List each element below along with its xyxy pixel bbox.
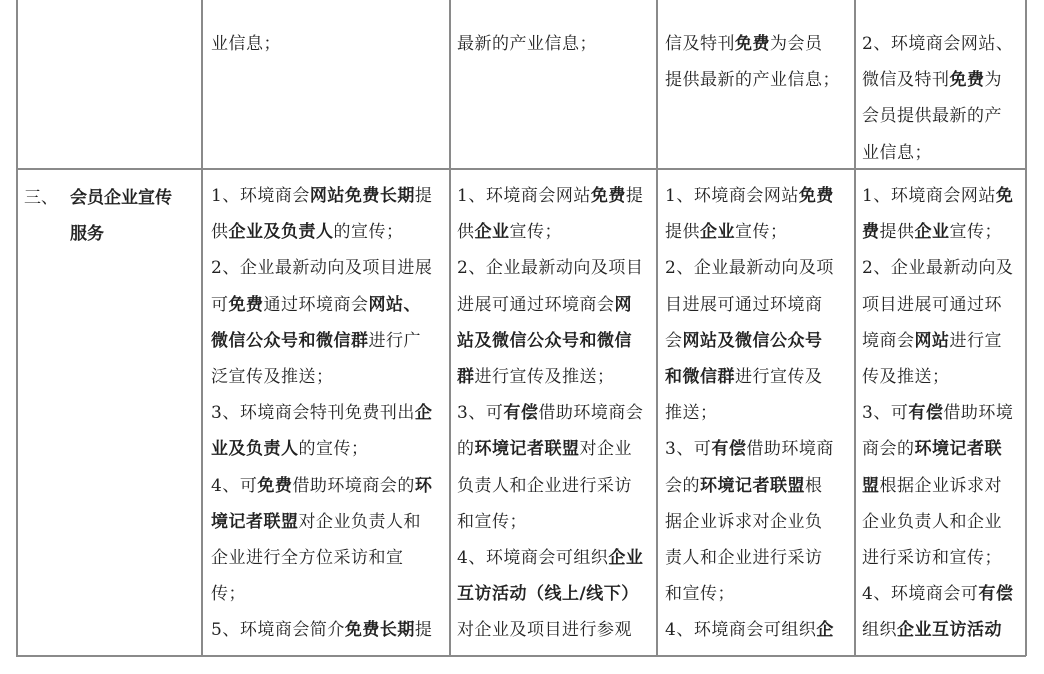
text-line (457, 468, 655, 504)
text-line (211, 504, 449, 540)
bold-text: 有偿 (503, 403, 539, 424)
text-line (211, 287, 449, 323)
text: 提 (414, 186, 433, 206)
text-line (665, 250, 853, 286)
text-line (665, 287, 853, 323)
text: 提供 (879, 222, 915, 243)
bold-text: 免费 (798, 186, 834, 206)
bold-text: 站及微信公众号和微信 (457, 330, 632, 351)
text-line (211, 612, 449, 648)
bold-text: 环 (414, 475, 433, 496)
text: 供 (457, 222, 475, 243)
text: 推送； (665, 403, 718, 424)
text: 提供 (665, 222, 700, 243)
text: 境商会 (862, 330, 915, 351)
prev-row-premium-cell (862, 26, 1024, 171)
text-line (457, 359, 655, 395)
text-line (665, 576, 853, 612)
bold-text: 环境记者联盟 (700, 475, 805, 496)
text-line (457, 395, 655, 431)
text-line (665, 62, 853, 98)
bold-text: 环境记者联 (914, 439, 1002, 460)
text: 进行宣传及 (735, 367, 823, 388)
text: 的 (457, 439, 475, 460)
text: 进行采访和宣传； (862, 548, 1002, 569)
text-line (862, 395, 1024, 431)
text: 和宣传； (665, 584, 735, 605)
text: 3、环境商会特刊免费刊出 (211, 403, 415, 424)
text: 最新的产业信息； (457, 34, 597, 54)
text: 2、企业最新动向及 (862, 258, 1014, 279)
text-line (457, 287, 655, 323)
text-line (862, 214, 1024, 250)
bold-text: 环境记者联盟 (474, 439, 580, 460)
column-divider (201, 0, 203, 656)
text: 根 (805, 475, 823, 496)
text: 项目进展可通过环 (862, 294, 1002, 315)
text-line (665, 395, 853, 431)
bold-text: 群 (457, 367, 475, 388)
text: 业信息； (862, 142, 932, 163)
text: 4、可 (211, 475, 258, 496)
text: 企业负责人和企业 (862, 511, 1002, 532)
bold-text: 企业及负责人 (228, 222, 334, 243)
text-line (211, 431, 449, 467)
text: 商会的 (862, 439, 915, 460)
text: 目进展可通过环境商 (665, 294, 823, 315)
text: 进行广 (368, 330, 421, 351)
text: 2、环境商会网站、 (862, 34, 1014, 54)
text-line (665, 214, 853, 250)
text: 1、环境商会网站 (457, 186, 591, 206)
column-divider (854, 0, 856, 656)
text-line (862, 359, 1024, 395)
text: 通过环境商会 (263, 294, 369, 315)
text-line (211, 250, 449, 286)
text: 4、环境商会可组织 (457, 548, 609, 569)
bold-text: 有偿 (711, 439, 747, 460)
category-line: 服务 (70, 224, 104, 244)
text: 进行宣传及推送； (474, 367, 615, 388)
bold-text: 盟 (862, 475, 880, 496)
text-line (862, 612, 1024, 648)
bold-text: 免费长期 (344, 620, 415, 641)
text: 对企业负责人和 (298, 511, 421, 532)
standard-member-benefits-cell (457, 178, 655, 649)
text-line (862, 431, 1024, 467)
bold-text: 免费 (735, 34, 770, 54)
text: 对企业及项目进行参观 (457, 620, 632, 641)
text: 借助环境 (943, 403, 1014, 424)
text: 提 (414, 620, 433, 641)
table-bottom-border (16, 655, 1026, 657)
bold-text: 业及负责人 (211, 439, 299, 460)
text: 进展可通过环境商会 (457, 294, 615, 315)
bold-text: 网 (614, 294, 632, 315)
text: 业信息； (211, 34, 281, 54)
text-line (862, 98, 1024, 134)
bold-text: 免 (995, 186, 1014, 206)
text: 组织 (862, 620, 897, 641)
bold-text: 企业 (914, 222, 950, 243)
text-line (665, 612, 853, 648)
text-line (862, 135, 1024, 171)
text: 提供最新的产业信息； (665, 70, 840, 91)
text: 泛宣传及推送； (211, 367, 334, 388)
text-line (665, 468, 853, 504)
bold-text: 微信公众号和微信群 (211, 330, 369, 351)
text-line (457, 540, 655, 576)
text: 据企业诉求对企业负 (665, 511, 823, 532)
bold-text: 免费 (590, 186, 626, 206)
bold-text: 互访活动（线上/线下） (457, 584, 639, 605)
text-line (457, 214, 655, 250)
bold-text: 免费 (949, 70, 985, 91)
text: 传； (211, 584, 246, 605)
category-line: 会员企业宣传 (70, 188, 172, 208)
text-line (665, 540, 853, 576)
text: 进行宣 (949, 330, 1002, 351)
column-divider (449, 0, 451, 656)
text: 的宣传； (333, 222, 404, 243)
text: 借助环境商 (746, 439, 834, 460)
text-line (211, 468, 449, 504)
text-line (862, 504, 1024, 540)
text: 企业进行全方位采访和宣 (211, 548, 404, 569)
bold-text: 网站、 (368, 294, 421, 315)
text: 3、可 (665, 439, 712, 460)
bold-text: 企业 (608, 548, 644, 569)
text: 和宣传； (457, 511, 527, 532)
bold-text: 企 (816, 620, 834, 641)
text: 提 (625, 186, 644, 206)
bold-text: 和微信群 (665, 367, 735, 388)
text: 微信及特刊 (862, 70, 950, 91)
text-line (457, 178, 655, 214)
prev-row-senior-cell (665, 26, 853, 98)
bold-text: 企业 (700, 222, 735, 243)
text: 2、企业最新动向及项目 (457, 258, 644, 279)
text-line (211, 395, 449, 431)
text-line (211, 540, 449, 576)
text-line (862, 26, 1024, 62)
text-line (862, 287, 1024, 323)
text-line (665, 323, 853, 359)
prev-row-standard-cell (457, 26, 653, 62)
text-line (665, 178, 853, 214)
bold-text: 网站免费长期 (309, 186, 415, 206)
text-line (862, 576, 1024, 612)
text: 3、可 (862, 403, 909, 424)
bold-text: 免费 (257, 475, 293, 496)
text: 的宣传； (298, 439, 369, 460)
text: 为会员 (770, 34, 823, 54)
text-line (457, 504, 655, 540)
text-line (457, 612, 655, 648)
bold-text: 境记者联盟 (211, 511, 299, 532)
text-line (457, 431, 655, 467)
bold-text: 企 (414, 403, 433, 424)
text-line (862, 468, 1024, 504)
text: 信及特刊 (665, 34, 735, 54)
table-left-border (16, 0, 18, 656)
column-divider (656, 0, 658, 656)
text-line (211, 26, 447, 62)
text: 借助环境商会的 (292, 475, 415, 496)
text: 传及推送； (862, 367, 950, 388)
text: 为 (984, 70, 1002, 91)
item-number: 三、 (24, 188, 58, 208)
bold-text: 网站 (914, 330, 950, 351)
bold-text: 企业互访活动 (897, 620, 1002, 641)
text-line (457, 250, 655, 286)
text: 借助环境商会 (538, 403, 644, 424)
text-line (211, 178, 449, 214)
text: 2、企业最新动向及项目进展 (211, 258, 433, 279)
senior-member-benefits-cell (665, 178, 853, 649)
text: 负责人和企业进行采访 (457, 475, 632, 496)
text: 供 (211, 222, 229, 243)
table-right-border (1025, 0, 1027, 656)
text-line (862, 178, 1024, 214)
bold-text: 费 (862, 222, 880, 243)
text-line (457, 576, 655, 612)
text-line (862, 323, 1024, 359)
text: 3、可 (457, 403, 504, 424)
text: 4、环境商会可 (862, 584, 979, 605)
text: 会 (665, 330, 683, 351)
item-category (70, 180, 190, 252)
text: 5、环境商会简介 (211, 620, 345, 641)
premium-member-benefits-cell (862, 178, 1024, 649)
prev-row-basic-cell (211, 26, 447, 62)
text: 宣传； (509, 222, 562, 243)
text-line (665, 26, 853, 62)
text-line (862, 250, 1024, 286)
text: 责人和企业进行采访 (665, 548, 823, 569)
text-line (457, 323, 655, 359)
text: 根据企业诉求对 (879, 475, 1002, 496)
text-line (211, 214, 449, 250)
bold-text: 有偿 (908, 403, 944, 424)
bold-text: 有偿 (978, 584, 1014, 605)
text-line (665, 359, 853, 395)
text: 会员提供最新的产 (862, 106, 1002, 127)
bold-text: 企业 (474, 222, 510, 243)
bold-text: 免费 (228, 294, 264, 315)
text-line (211, 359, 449, 395)
text: 1、环境商会网站 (665, 186, 799, 206)
text: 4、环境商会可组织 (665, 620, 817, 641)
text: 2、企业最新动向及项 (665, 258, 834, 279)
text: 1、环境商会 (211, 186, 310, 206)
bold-text: 网站及微信公众号 (682, 330, 823, 351)
text: 1、环境商会网站 (862, 186, 996, 206)
text-line (665, 431, 853, 467)
text: 可 (211, 294, 229, 315)
text: 宣传； (949, 222, 1002, 243)
text: 对企业 (579, 439, 632, 460)
text: 会的 (665, 475, 700, 496)
text: 宣传； (735, 222, 788, 243)
text-line (211, 576, 449, 612)
text-line (862, 540, 1024, 576)
text-line (862, 62, 1024, 98)
text-line (211, 323, 449, 359)
text-line (665, 504, 853, 540)
basic-member-benefits-cell (211, 178, 449, 649)
text-line (457, 26, 653, 62)
